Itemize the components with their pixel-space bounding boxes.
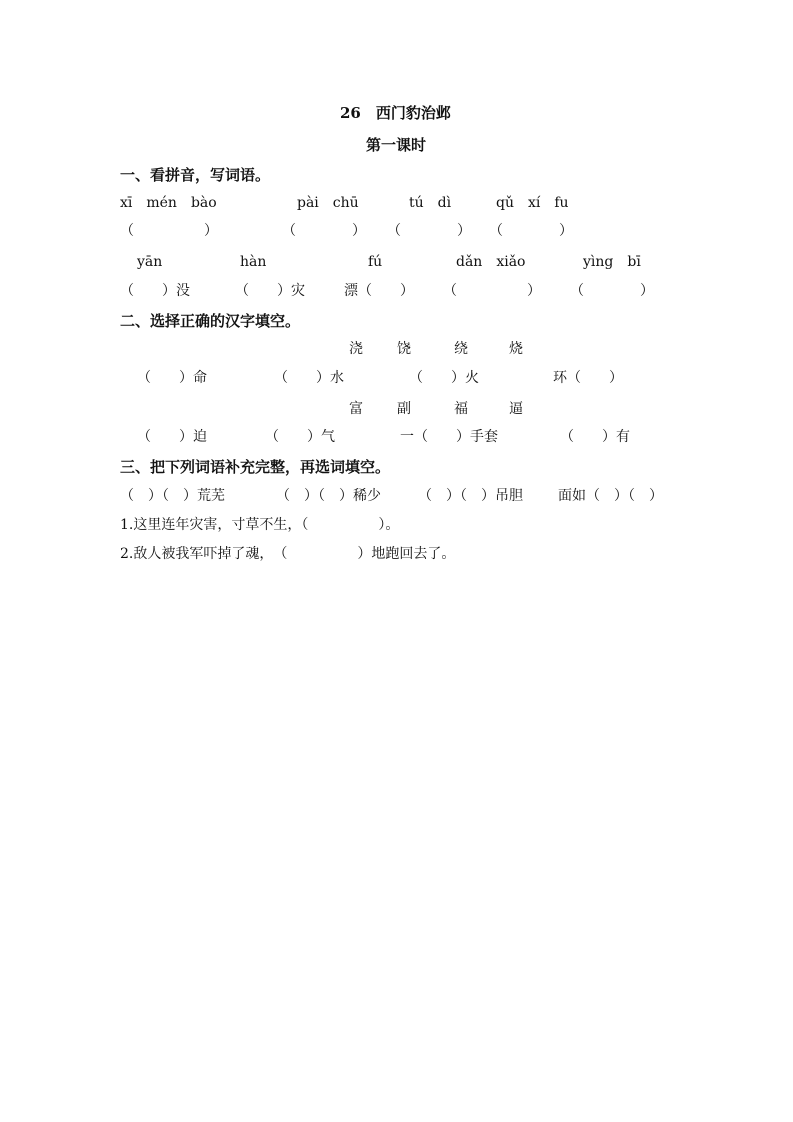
blank-pai-chu[interactable]: （ ） (282, 223, 366, 239)
pinyin-fu: fú (368, 254, 383, 270)
section3-heading: 三、把下列词语补充完整，再选词填空。 (120, 458, 391, 476)
char-option-fu: 富 (349, 401, 363, 417)
pinyin-pai-chu: pài chū (297, 195, 359, 211)
blank-rao-ming[interactable]: （ ）命 (137, 370, 207, 386)
word-huang-wu[interactable]: （ ）（ ）荒芜 (120, 488, 225, 504)
blank-fu-qi[interactable]: （ ）气 (265, 429, 335, 445)
char-option-rao2: 绕 (454, 341, 468, 357)
pinyin-han: hàn (240, 254, 267, 270)
blank-yan-mo[interactable]: （ ）没 (120, 283, 190, 299)
char-option-jiao: 浇 (349, 341, 363, 357)
pinyin-xi-men-bao: xī mén bào (120, 195, 217, 211)
char-option-fu2: 副 (397, 401, 411, 417)
pinyin-qu-xi-fu: qǔ xí fu (496, 195, 569, 211)
blank-bi-po[interactable]: （ ）迫 (137, 429, 207, 445)
blank-xi-men-bao[interactable]: （ ） (120, 223, 218, 239)
section2-heading: 二、选择正确的汉字填空。 (120, 312, 301, 330)
sentence-2[interactable]: 2.敌人被我军吓掉了魂， （ ）地跑回去了。 (120, 546, 456, 562)
pinyin-tu-di: tú dì (409, 195, 452, 211)
sentence-1[interactable]: 1.这里连年灾害，寸草不生，（ ）。 (120, 517, 400, 533)
blank-shao-huo[interactable]: （ ）火 (409, 370, 479, 386)
page-subtitle: 第一课时 (366, 136, 427, 154)
blank-han-zai[interactable]: （ ）灾 (235, 283, 305, 299)
blank-jiao-shui[interactable]: （ ）水 (274, 370, 344, 386)
blank-dan-xiao[interactable]: （ ） (443, 283, 541, 299)
pinyin-dan-xiao: dǎn xiǎo (456, 254, 526, 270)
blank-huan-rao[interactable]: 环（ ） (553, 370, 623, 386)
char-option-fu3: 福 (454, 401, 468, 417)
blank-tu-di[interactable]: （ ） (387, 223, 471, 239)
blank-fu-shou-tao[interactable]: 一（ ）手套 (400, 429, 498, 445)
char-option-shao: 烧 (509, 341, 523, 357)
blank-piao-fu[interactable]: 漂（ ） (344, 283, 414, 299)
word-diao-dan[interactable]: （ ）（ ）吊胆 (418, 488, 523, 504)
word-xi-shao[interactable]: （ ）（ ）稀少 (276, 488, 381, 504)
section1-heading: 一、看拼音，写词语。 (120, 166, 271, 184)
blank-fu-you[interactable]: （ ）有 (560, 429, 630, 445)
blank-qu-xi-fu[interactable]: （ ） (489, 223, 573, 239)
page-title: 26 西门豹治邺 (340, 104, 451, 122)
pinyin-yan: yān (137, 254, 163, 270)
char-option-rao: 饶 (397, 341, 411, 357)
char-option-bi: 逼 (509, 401, 523, 417)
word-mian-ru[interactable]: 面如（ ）（ ） (558, 488, 663, 504)
blank-ying-bi[interactable]: （ ） (570, 283, 654, 299)
pinyin-ying-bi: yìng bī (583, 254, 641, 270)
